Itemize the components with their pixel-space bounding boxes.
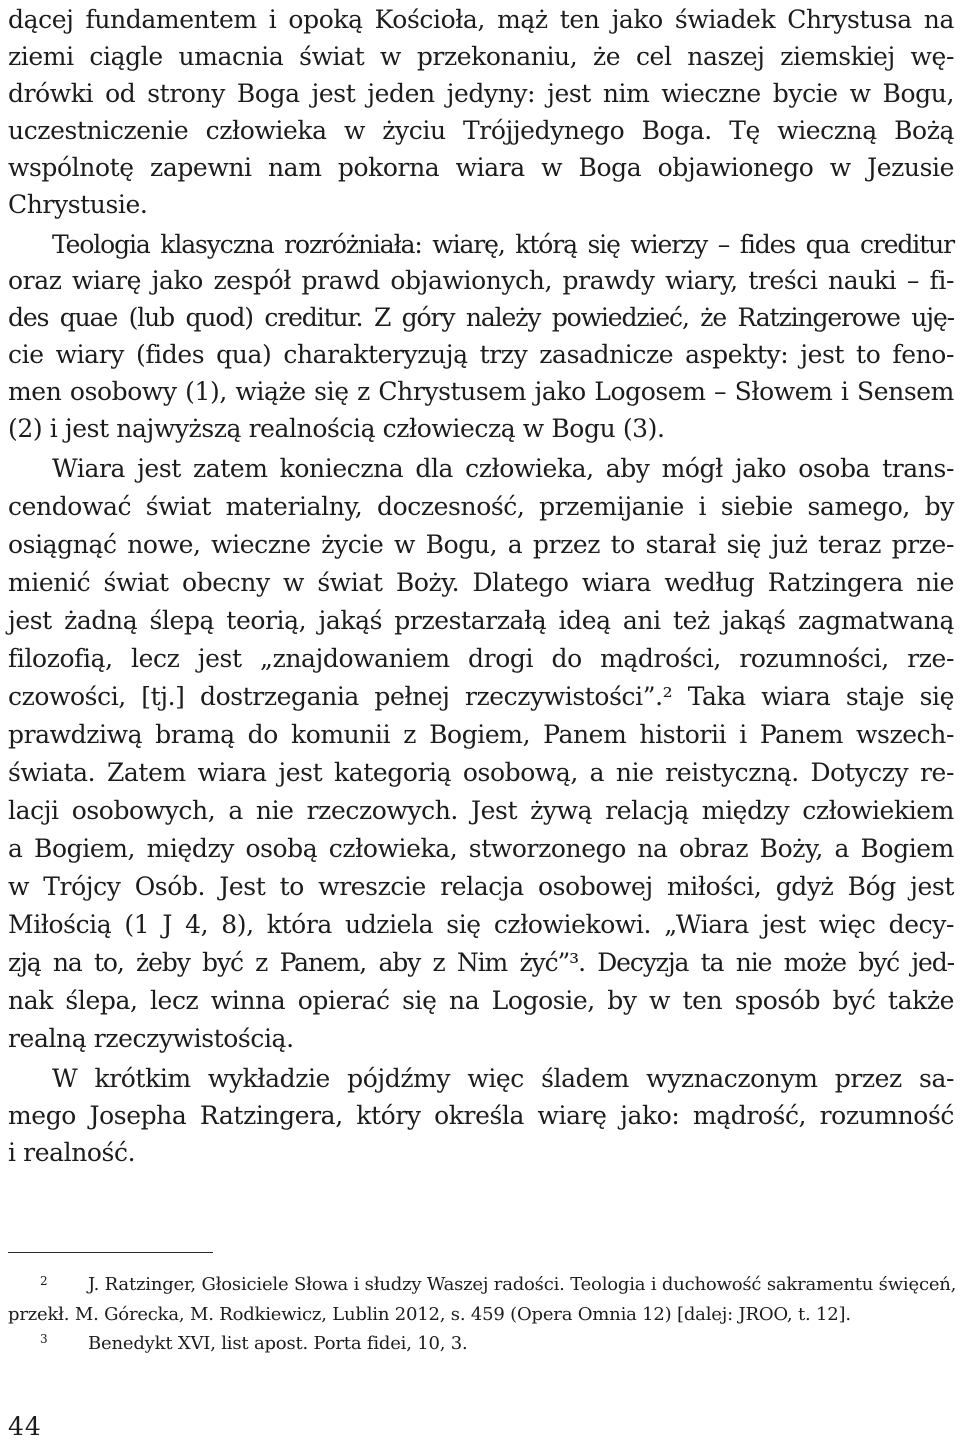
body-line: a Bogiem, między osobą człowieka, stworzonego na obraz Boży, a Bogiem [8, 834, 954, 863]
body-line: i realność. [8, 1138, 136, 1167]
body-line: wspólnotę zapewni nam pokorna wiara w Boga objawionego w Jezusie [8, 153, 954, 182]
footnote-mark: 2 [40, 1274, 48, 1288]
body-line: nak ślepa, lecz winna opierać się na Logosie, by w ten sposób być także [8, 986, 954, 1015]
body-line: realną rzeczywistością. [8, 1024, 294, 1053]
body-line: des quae (lub quod) creditur. Z góry należy powiedzieć, że Ratzingerowe uję- [8, 303, 954, 332]
body-line: zją na to, żeby być z Panem, aby z Nim żyć”³. Decyzja ta nie może być jed- [8, 948, 954, 977]
body-line: men osobowy (1), wiąże się z Chrystusem jako Logosem – Słowem i Sensem [8, 377, 954, 406]
body-line: cendować świat materialny, doczesność, przemijanie i siebie samego, by [8, 492, 954, 521]
body-line: ziemi ciągle umacnia świat w przekonaniu, że cel naszej ziemskiej wę- [8, 42, 954, 71]
footnote-line: J. Ratzinger, Głosiciele Słowa i słudzy Waszej radości. Teologia i duchowość sakramentu święceń, [88, 1274, 957, 1295]
body-line: Chrystusie. [8, 190, 148, 219]
footnote-mark: 3 [40, 1332, 48, 1346]
paragraph-first-line: Teologia klasyczna rozróżniała: wiarę, którą się wierzy – fides qua creditur [52, 230, 954, 259]
footnote-line: Benedykt XVI, list apost. Porta fidei, 10, 3. [88, 1333, 468, 1354]
body-line: dącej fundamentem i opoką Kościoła, mąż ten jako świadek Chrystusa na [8, 5, 954, 34]
body-line: (2) i jest najwyższą realnością człowieczą w Bogu (3). [8, 414, 665, 443]
footnote-separator [8, 1252, 213, 1253]
paragraph-first-line: Wiara jest zatem konieczna dla człowieka, aby mógł jako osoba trans- [52, 454, 954, 483]
body-line: jest żadną ślepą teorią, jakąś przestarzałą ideą ani też jakąś zagmatwaną [8, 606, 954, 635]
body-line: prawdziwą bramą do komunii z Bogiem, Panem historii i Panem wszech- [8, 720, 954, 749]
body-line: Miłością (1 J 4, 8), która udziela się człowiekowi. „Wiara jest więc decy- [8, 910, 954, 939]
paragraph-first-line: W krótkim wykładzie pójdźmy więc śladem wyznaczonym przez sa- [52, 1064, 954, 1093]
body-line: mego Josepha Ratzingera, który określa wiarę jako: mądrość, rozumność [8, 1101, 954, 1130]
body-line: oraz wiarę jako zespół prawd objawionych, prawdy wiary, treści nauki – fi- [8, 266, 954, 295]
body-line: cie wiary (fides qua) charakteryzują trzy zasadnicze aspekty: jest to feno- [8, 340, 954, 369]
body-line: w Trójcy Osób. Jest to wreszcie relacja osobowej miłości, gdyż Bóg jest [8, 872, 954, 901]
body-line: czowości, [tj.] dostrzegania pełnej rzeczywistości”.² Taka wiara staje się [8, 682, 954, 711]
footnote-line: przekł. M. Górecka, M. Rodkiewicz, Lublin 2012, s. 459 (Opera Omnia 12) [dalej: JROO, t. 12]. [8, 1304, 851, 1325]
body-line: mienić świat obecny w świat Boży. Dlatego wiara według Ratzingera nie [8, 568, 954, 597]
body-line: filozofią, lecz jest „znajdowaniem drogi do mądrości, rozumności, rze- [8, 644, 954, 673]
body-line: osiągnąć nowe, wieczne życie w Bogu, a przez to starał się już teraz prze- [8, 530, 954, 559]
body-line: świata. Zatem wiara jest kategorią osobową, a nie reistyczną. Dotyczy re- [8, 758, 954, 787]
page-number: 44 [8, 1412, 42, 1441]
body-line: uczestniczenie człowieka w życiu Trójjedynego Boga. Tę wieczną Bożą [8, 116, 954, 145]
book-page [8, 0, 957, 1446]
body-line: drówki od strony Boga jest jeden jedyny: jest nim wieczne bycie w Bogu, [8, 79, 954, 108]
body-line: lacji osobowych, a nie rzeczowych. Jest żywą relacją między człowiekiem [8, 796, 954, 825]
